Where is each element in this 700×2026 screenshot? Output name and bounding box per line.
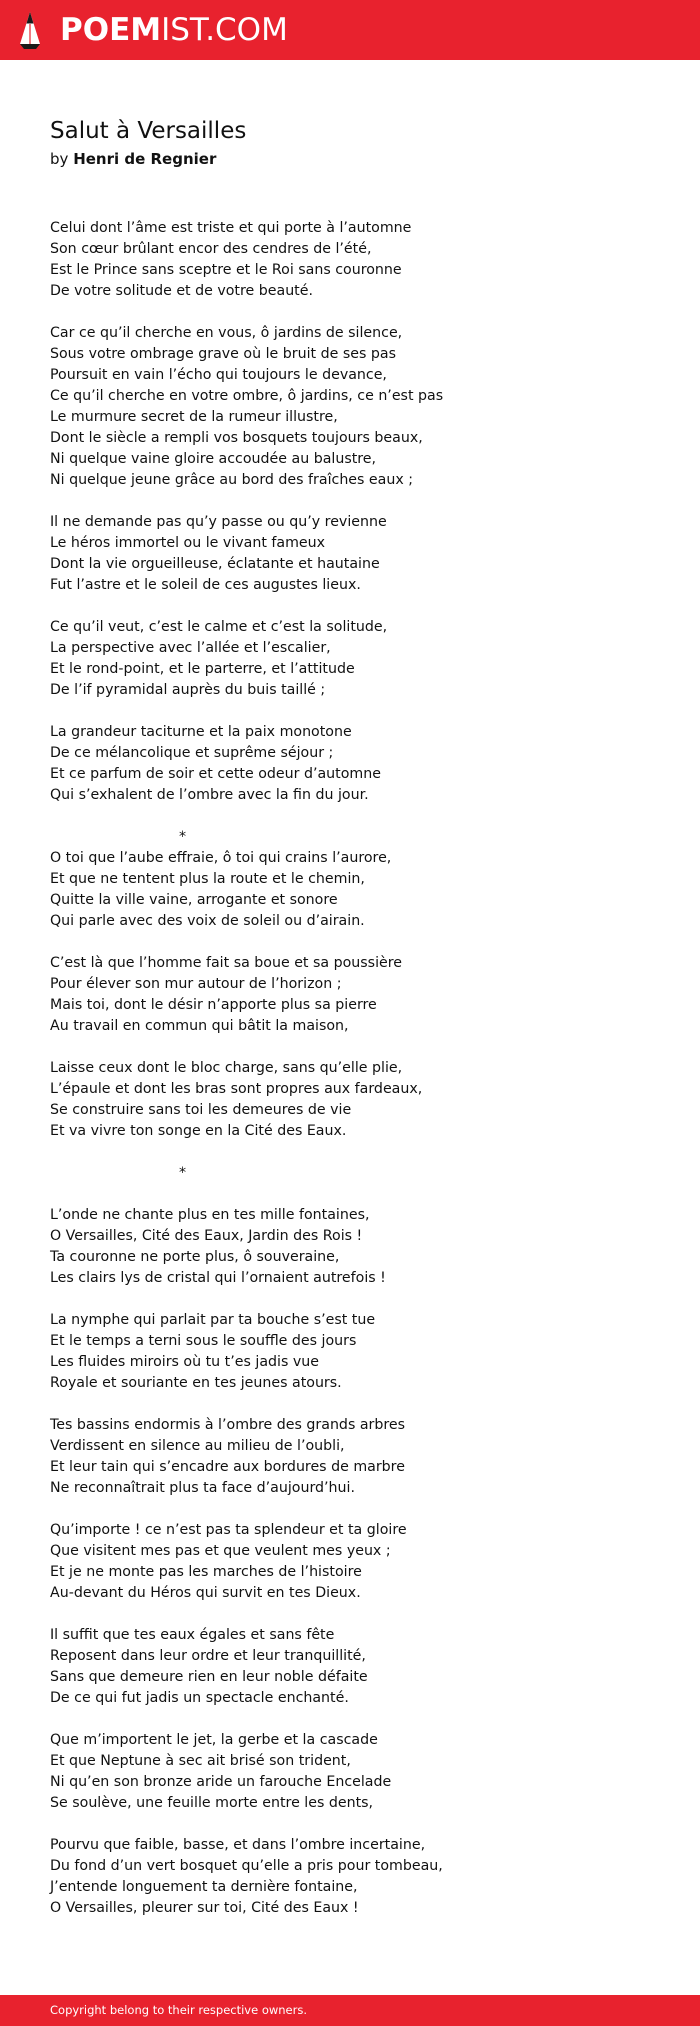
- poem-stanza: [50, 512, 670, 596]
- logo-text-strong: POEM: [60, 12, 162, 48]
- site-header: [0, 0, 700, 60]
- poem-line: De ce qui fut jadis un spectacle enchanté.: [50, 1690, 349, 1706]
- copyright-notice: Copyright belong to their respective owners.: [50, 2003, 308, 2017]
- poem-line: Ce qu’il cherche en votre ombre, ô jardins, ce n’est pas: [50, 388, 444, 404]
- poem-line: C’est là que l’homme fait sa boue et sa poussière: [50, 955, 402, 971]
- poem-stanza: [50, 323, 670, 491]
- poem-line: Au travail en commun qui bâtit la maison,: [50, 1018, 349, 1034]
- poem-line: Pourvu que faible, basse, et dans l’ombre incertaine,: [50, 1837, 426, 1853]
- poem-stanza: [50, 1205, 670, 1289]
- poem-line: Poursuit en vain l’écho qui toujours le devance,: [50, 367, 387, 383]
- site-logo[interactable]: [18, 10, 288, 50]
- poem-line: La nymphe qui parlait par ta bouche s’est tue: [50, 1312, 376, 1328]
- poem-line: Dont le siècle a rempli vos bosquets toujours beaux,: [50, 430, 423, 446]
- poem-line: O Versailles, pleurer sur toi, Cité des Eaux !: [50, 1900, 359, 1916]
- poem-stanza: [50, 1520, 670, 1604]
- poem-line: Le murmure secret de la rumeur illustre,: [50, 409, 338, 425]
- poem-line: Sous votre ombrage grave où le bruit de ses pas: [50, 346, 396, 362]
- poem-line: L’épaule et dont les bras sont propres aux fardeaux,: [50, 1081, 423, 1097]
- logo-text-light: IST.COM: [161, 12, 288, 48]
- section-separator: *: [179, 829, 187, 845]
- poem-line: La grandeur taciturne et la paix monotone: [50, 724, 352, 740]
- poem-line: Et va vivre ton songe en la Cité des Eaux.: [50, 1123, 347, 1139]
- poem-stanza: [50, 1058, 670, 1142]
- poem-line: Que m’importent le jet, la gerbe et la cascade: [50, 1732, 378, 1748]
- poem-stanza: [50, 1310, 670, 1394]
- poem-line: Et le temps a terni sous le souffle des jours: [50, 1333, 357, 1349]
- poem-line: De ce mélancolique et suprême séjour ;: [50, 745, 334, 761]
- poem-line: J’entende longuement ta dernière fontaine,: [50, 1879, 358, 1895]
- poem-line: Ni quelque vaine gloire accoudée au balustre,: [50, 451, 377, 467]
- poem-stanza: [50, 1415, 670, 1499]
- poem-line: Le héros immortel ou le vivant fameux: [50, 535, 326, 551]
- poem-line: Et le rond-point, et le parterre, et l’attitude: [50, 661, 355, 677]
- poem-line: Est le Prince sans sceptre et le Roi sans couronne: [50, 262, 402, 278]
- poem-line: Car ce qu’il cherche en vous, ô jardins de silence,: [50, 325, 403, 341]
- poem-line: Royale et souriante en tes jeunes atours.: [50, 1375, 342, 1391]
- poem-stanza: [50, 1730, 670, 1814]
- poem-stanza: [50, 722, 670, 806]
- poem-body: [50, 218, 670, 1940]
- poem-stanza: [50, 218, 670, 302]
- poem-line: Qu’importe ! ce n’est pas ta splendeur et ta gloire: [50, 1522, 407, 1538]
- poem-line: Quitte la ville vaine, arrogante et sonore: [50, 892, 338, 908]
- poem-stanza: [50, 1625, 670, 1709]
- poem-line: Se soulève, une feuille morte entre les dents,: [50, 1795, 374, 1811]
- poem-stanza: [50, 953, 670, 1037]
- poem-line: Au-devant du Héros qui survit en tes Dieux.: [50, 1585, 361, 1601]
- section-separator: *: [179, 1165, 187, 1181]
- poem-line: O toi que l’aube effraie, ô toi qui crains l’aurore,: [50, 850, 392, 866]
- poem-line: Laisse ceux dont le bloc charge, sans qu’elle plie,: [50, 1060, 403, 1076]
- poem-author[interactable]: Henri de Regnier: [73, 150, 217, 168]
- poem-line: La perspective avec l’allée et l’escalier,: [50, 640, 331, 656]
- poem-line: Les clairs lys de cristal qui l’ornaient autrefois !: [50, 1270, 386, 1286]
- logo-wordmark: [60, 10, 288, 50]
- poem-line: Celui dont l’âme est triste et qui porte à l’automne: [50, 220, 412, 236]
- poem-line: Qui parle avec des voix de soleil ou d’airain.: [50, 913, 365, 929]
- pencil-icon: [18, 10, 42, 50]
- poem-line: Il ne demande pas qu’y passe ou qu’y revienne: [50, 514, 387, 530]
- poem-stanza: [50, 617, 670, 701]
- poem-line: Ce qu’il veut, c’est le calme et c’est la solitude,: [50, 619, 388, 635]
- poem-line: Et je ne monte pas les marches de l’histoire: [50, 1564, 362, 1580]
- poem-line: Pour élever son mur autour de l’horizon ;: [50, 976, 342, 992]
- site-footer: [0, 1995, 700, 2026]
- poem-line: Ni qu’en son bronze aride un farouche Encelade: [50, 1774, 392, 1790]
- poem-line: Il suffit que tes eaux égales et sans fête: [50, 1627, 335, 1643]
- poem-line: Et que ne tentent plus la route et le chemin,: [50, 871, 365, 887]
- poem-line: Fut l’astre et le soleil de ces augustes lieux.: [50, 577, 361, 593]
- poem-line: Ne reconnaîtrait plus ta face d’aujourd’hui.: [50, 1480, 355, 1496]
- poem-line: Et ce parfum de soir et cette odeur d’automne: [50, 766, 381, 782]
- poem-line: Que visitent mes pas et que veulent mes yeux ;: [50, 1543, 391, 1559]
- byline-label: by: [50, 150, 69, 168]
- poem-line: Du fond d’un vert bosquet qu’elle a pris pour tombeau,: [50, 1858, 443, 1874]
- poem-line: Tes bassins endormis à l’ombre des grands arbres: [50, 1417, 406, 1433]
- poem-line: Et leur tain qui s’encadre aux bordures de marbre: [50, 1459, 405, 1475]
- poem-line: Les fluides miroirs où tu t’es jadis vue: [50, 1354, 319, 1370]
- poem-stanza: [50, 848, 670, 932]
- poem-title: Salut à Versailles: [50, 118, 247, 144]
- poem-line: Mais toi, dont le désir n’apporte plus sa pierre: [50, 997, 377, 1013]
- poem-line: Se construire sans toi les demeures de vie: [50, 1102, 352, 1118]
- poem-line: De l’if pyramidal auprès du buis taillé ;: [50, 682, 326, 698]
- poem-line: Qui s’exhalent de l’ombre avec la fin du jour.: [50, 787, 369, 803]
- poem-line: Et que Neptune à sec ait brisé son trident,: [50, 1753, 351, 1769]
- poem-line: L’onde ne chante plus en tes mille fontaines,: [50, 1207, 370, 1223]
- poem-line: Dont la vie orgueilleuse, éclatante et hautaine: [50, 556, 380, 572]
- poem-line: O Versailles, Cité des Eaux, Jardin des Rois !: [50, 1228, 363, 1244]
- poem-line: Ni quelque jeune grâce au bord des fraîches eaux ;: [50, 472, 414, 488]
- poem-stanza: [50, 1835, 670, 1919]
- poem-line: De votre solitude et de votre beauté.: [50, 283, 313, 299]
- poem-line: Sans que demeure rien en leur noble défaite: [50, 1669, 368, 1685]
- poem-line: Ta couronne ne porte plus, ô souveraine,: [50, 1249, 340, 1265]
- poem-line: Son cœur brûlant encor des cendres de l’été,: [50, 241, 372, 257]
- poem-line: Verdissent en silence au milieu de l’oubli,: [50, 1438, 345, 1454]
- poem-line: Reposent dans leur ordre et leur tranquillité,: [50, 1648, 366, 1664]
- poem-byline: [50, 148, 216, 170]
